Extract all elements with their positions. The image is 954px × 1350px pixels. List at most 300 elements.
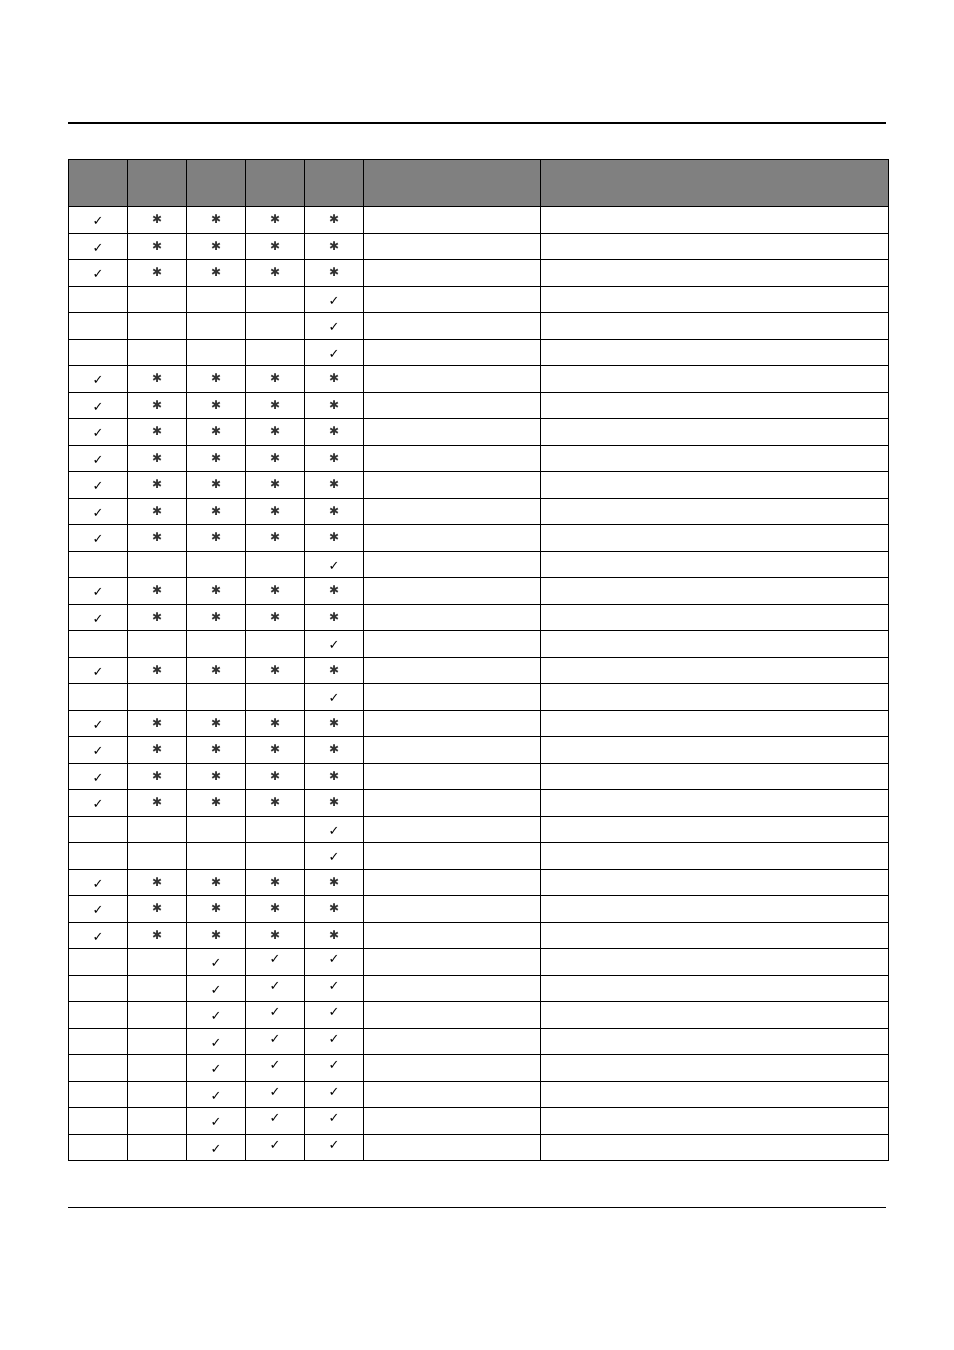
mark-cell (246, 763, 305, 790)
mark-cell (246, 949, 305, 976)
description-cell (541, 843, 889, 870)
asterisk-icon: ✱ (328, 662, 340, 677)
mark-cell (69, 657, 128, 684)
table-row (69, 551, 889, 578)
header-cell (364, 160, 541, 207)
mark-cell (246, 233, 305, 260)
mark-cell (69, 763, 128, 790)
name-cell (364, 684, 541, 711)
mark-cell (246, 525, 305, 552)
asterisk-icon: ✱ (328, 238, 340, 253)
mark-cell (305, 1002, 364, 1029)
mark-cell (69, 525, 128, 552)
mark-cell (128, 816, 187, 843)
mark-cell (187, 631, 246, 658)
asterisk-icon: ✱ (328, 874, 340, 889)
check-icon: ✓ (328, 293, 340, 309)
mark-cell (246, 366, 305, 393)
table-row (69, 472, 889, 499)
description-cell (541, 922, 889, 949)
check-icon: ✓ (269, 1058, 281, 1074)
asterisk-icon: ✱ (269, 503, 281, 518)
check-icon: ✓ (92, 479, 104, 495)
mark-cell (69, 684, 128, 711)
description-cell (541, 313, 889, 340)
mark-cell (305, 869, 364, 896)
mark-cell (246, 313, 305, 340)
check-icon: ✓ (92, 770, 104, 786)
description-cell (541, 684, 889, 711)
mark-cell (128, 445, 187, 472)
name-cell (364, 604, 541, 631)
mark-cell (69, 922, 128, 949)
mark-cell (246, 737, 305, 764)
description-cell (541, 551, 889, 578)
name-cell (364, 498, 541, 525)
asterisk-icon: ✱ (210, 874, 222, 889)
mark-cell (128, 737, 187, 764)
mark-cell (128, 949, 187, 976)
header-rule (68, 122, 886, 124)
asterisk-icon: ✱ (269, 742, 281, 757)
mark-cell (187, 737, 246, 764)
check-icon: ✓ (92, 505, 104, 521)
mark-cell (69, 233, 128, 260)
mark-cell (187, 525, 246, 552)
check-icon: ✓ (210, 1035, 222, 1051)
asterisk-icon: ✱ (328, 477, 340, 492)
mark-cell (69, 1055, 128, 1082)
asterisk-icon: ✱ (151, 450, 163, 465)
description-cell (541, 445, 889, 472)
mark-cell (128, 631, 187, 658)
mark-cell (246, 419, 305, 446)
name-cell (364, 896, 541, 923)
asterisk-icon: ✱ (210, 212, 222, 227)
mark-cell (246, 1002, 305, 1029)
description-cell (541, 631, 889, 658)
table-row (69, 869, 889, 896)
description-cell (541, 1081, 889, 1108)
table-row (69, 286, 889, 313)
table-header (69, 160, 889, 207)
check-icon: ✓ (92, 585, 104, 601)
mark-cell (128, 763, 187, 790)
check-icon: ✓ (92, 611, 104, 627)
asterisk-icon: ✱ (269, 768, 281, 783)
mark-cell (128, 551, 187, 578)
asterisk-icon: ✱ (151, 371, 163, 386)
name-cell (364, 843, 541, 870)
check-icon: ✓ (92, 717, 104, 733)
mark-cell (69, 445, 128, 472)
check-icon: ✓ (92, 214, 104, 230)
mark-cell (246, 843, 305, 870)
description-cell (541, 604, 889, 631)
mark-cell (69, 392, 128, 419)
description-cell (541, 472, 889, 499)
table-row (69, 710, 889, 737)
mark-cell (187, 207, 246, 234)
name-cell (364, 445, 541, 472)
asterisk-icon: ✱ (210, 424, 222, 439)
asterisk-icon: ✱ (151, 715, 163, 730)
mark-cell (187, 922, 246, 949)
mark-cell (128, 207, 187, 234)
name-cell (364, 1028, 541, 1055)
mark-cell (305, 1081, 364, 1108)
mark-cell (246, 1134, 305, 1161)
check-icon: ✓ (328, 1084, 340, 1100)
compatibility-table (68, 159, 889, 1161)
mark-cell (69, 551, 128, 578)
check-icon: ✓ (92, 452, 104, 468)
check-icon: ✓ (210, 982, 222, 998)
name-cell (364, 578, 541, 605)
mark-cell (69, 896, 128, 923)
mark-cell (305, 975, 364, 1002)
check-icon: ✓ (92, 744, 104, 760)
mark-cell (246, 1055, 305, 1082)
mark-cell (128, 419, 187, 446)
mark-cell (128, 525, 187, 552)
asterisk-icon: ✱ (151, 530, 163, 545)
asterisk-icon: ✱ (328, 503, 340, 518)
asterisk-icon: ✱ (269, 901, 281, 916)
asterisk-icon: ✱ (328, 265, 340, 280)
description-cell (541, 392, 889, 419)
name-cell (364, 339, 541, 366)
mark-cell (187, 1055, 246, 1082)
asterisk-icon: ✱ (151, 397, 163, 412)
mark-cell (69, 578, 128, 605)
description-cell (541, 498, 889, 525)
name-cell (364, 207, 541, 234)
mark-cell (305, 472, 364, 499)
description-cell (541, 1108, 889, 1135)
mark-cell (128, 1081, 187, 1108)
asterisk-icon: ✱ (151, 609, 163, 624)
table-body (69, 207, 889, 1161)
mark-cell (69, 472, 128, 499)
description-cell (541, 763, 889, 790)
mark-cell (305, 525, 364, 552)
mark-cell (128, 1002, 187, 1029)
mark-cell (187, 816, 246, 843)
name-cell (364, 313, 541, 340)
asterisk-icon: ✱ (328, 715, 340, 730)
name-cell (364, 1081, 541, 1108)
check-icon: ✓ (328, 558, 340, 574)
asterisk-icon: ✱ (210, 583, 222, 598)
mark-cell (187, 1134, 246, 1161)
description-cell (541, 949, 889, 976)
asterisk-icon: ✱ (151, 265, 163, 280)
mark-cell (246, 1108, 305, 1135)
mark-cell (246, 657, 305, 684)
table-row (69, 1108, 889, 1135)
header-cell (246, 160, 305, 207)
asterisk-icon: ✱ (269, 265, 281, 280)
mark-cell (187, 604, 246, 631)
mark-cell (246, 1028, 305, 1055)
description-cell (541, 737, 889, 764)
description-cell (541, 339, 889, 366)
check-icon: ✓ (269, 1031, 281, 1047)
table-row (69, 233, 889, 260)
mark-cell (187, 869, 246, 896)
mark-cell (305, 763, 364, 790)
asterisk-icon: ✱ (328, 742, 340, 757)
mark-cell (246, 498, 305, 525)
name-cell (364, 657, 541, 684)
mark-cell (246, 551, 305, 578)
check-icon: ✓ (328, 823, 340, 839)
check-icon: ✓ (210, 1088, 222, 1104)
check-icon: ✓ (328, 952, 340, 968)
mark-cell (305, 604, 364, 631)
check-icon: ✓ (92, 903, 104, 919)
mark-cell (187, 445, 246, 472)
description-cell (541, 1028, 889, 1055)
name-cell (364, 869, 541, 896)
check-icon: ✓ (92, 929, 104, 945)
asterisk-icon: ✱ (210, 397, 222, 412)
description-cell (541, 790, 889, 817)
mark-cell (128, 843, 187, 870)
mark-cell (128, 339, 187, 366)
mark-cell (305, 578, 364, 605)
check-icon: ✓ (328, 638, 340, 654)
asterisk-icon: ✱ (328, 609, 340, 624)
asterisk-icon: ✱ (151, 662, 163, 677)
mark-cell (69, 869, 128, 896)
check-icon: ✓ (92, 876, 104, 892)
description-cell (541, 1055, 889, 1082)
mark-cell (187, 657, 246, 684)
table-row (69, 763, 889, 790)
mark-cell (305, 922, 364, 949)
check-icon: ✓ (92, 797, 104, 813)
name-cell (364, 1055, 541, 1082)
mark-cell (128, 869, 187, 896)
mark-cell (305, 1028, 364, 1055)
check-icon: ✓ (328, 1005, 340, 1021)
header-cell (541, 160, 889, 207)
table-row (69, 366, 889, 393)
table-row (69, 1081, 889, 1108)
asterisk-icon: ✱ (328, 583, 340, 598)
asterisk-icon: ✱ (151, 212, 163, 227)
mark-cell (187, 339, 246, 366)
table-row (69, 816, 889, 843)
name-cell (364, 922, 541, 949)
mark-cell (128, 1055, 187, 1082)
mark-cell (187, 710, 246, 737)
name-cell (364, 631, 541, 658)
name-cell (364, 233, 541, 260)
header-cell (305, 160, 364, 207)
check-icon: ✓ (328, 1031, 340, 1047)
mark-cell (187, 260, 246, 287)
mark-cell (187, 392, 246, 419)
name-cell (364, 1134, 541, 1161)
asterisk-icon: ✱ (269, 583, 281, 598)
mark-cell (69, 366, 128, 393)
asterisk-icon: ✱ (269, 874, 281, 889)
description-cell (541, 207, 889, 234)
mark-cell (187, 843, 246, 870)
mark-cell (187, 578, 246, 605)
description-cell (541, 260, 889, 287)
name-cell (364, 975, 541, 1002)
asterisk-icon: ✱ (328, 212, 340, 227)
mark-cell (128, 313, 187, 340)
table-row (69, 843, 889, 870)
mark-cell (69, 631, 128, 658)
asterisk-icon: ✱ (269, 238, 281, 253)
mark-cell (246, 392, 305, 419)
mark-cell (69, 1028, 128, 1055)
mark-cell (128, 975, 187, 1002)
mark-cell (305, 260, 364, 287)
name-cell (364, 472, 541, 499)
mark-cell (69, 498, 128, 525)
mark-cell (69, 790, 128, 817)
mark-cell (128, 684, 187, 711)
mark-cell (128, 498, 187, 525)
asterisk-icon: ✱ (151, 238, 163, 253)
mark-cell (128, 286, 187, 313)
description-cell (541, 975, 889, 1002)
mark-cell (187, 551, 246, 578)
check-icon: ✓ (210, 1009, 222, 1025)
mark-cell (246, 578, 305, 605)
description-cell (541, 233, 889, 260)
mark-cell (69, 260, 128, 287)
description-cell (541, 419, 889, 446)
name-cell (364, 949, 541, 976)
mark-cell (187, 896, 246, 923)
mark-cell (187, 763, 246, 790)
mark-cell (246, 975, 305, 1002)
mark-cell (305, 1134, 364, 1161)
check-icon: ✓ (328, 850, 340, 866)
mark-cell (246, 445, 305, 472)
description-cell (541, 525, 889, 552)
check-icon: ✓ (92, 664, 104, 680)
mark-cell (187, 1081, 246, 1108)
check-icon: ✓ (328, 1058, 340, 1074)
mark-cell (187, 366, 246, 393)
mark-cell (305, 710, 364, 737)
description-cell (541, 657, 889, 684)
table-row (69, 922, 889, 949)
table-row (69, 604, 889, 631)
mark-cell (246, 684, 305, 711)
asterisk-icon: ✱ (210, 768, 222, 783)
asterisk-icon: ✱ (151, 742, 163, 757)
asterisk-icon: ✱ (269, 477, 281, 492)
name-cell (364, 763, 541, 790)
mark-cell (305, 445, 364, 472)
name-cell (364, 737, 541, 764)
asterisk-icon: ✱ (328, 424, 340, 439)
description-cell (541, 578, 889, 605)
table-row (69, 525, 889, 552)
name-cell (364, 260, 541, 287)
mark-cell (187, 949, 246, 976)
table-row (69, 949, 889, 976)
mark-cell (305, 816, 364, 843)
mark-cell (187, 313, 246, 340)
table-row (69, 392, 889, 419)
mark-cell (69, 1108, 128, 1135)
mark-cell (305, 551, 364, 578)
asterisk-icon: ✱ (210, 927, 222, 942)
asterisk-icon: ✱ (269, 795, 281, 810)
mark-cell (187, 684, 246, 711)
mark-cell (305, 949, 364, 976)
table-row (69, 737, 889, 764)
mark-cell (246, 816, 305, 843)
mark-cell (305, 737, 364, 764)
mark-cell (69, 816, 128, 843)
table-row (69, 896, 889, 923)
description-cell (541, 286, 889, 313)
asterisk-icon: ✱ (269, 212, 281, 227)
mark-cell (128, 1028, 187, 1055)
asterisk-icon: ✱ (328, 927, 340, 942)
check-icon: ✓ (269, 1084, 281, 1100)
asterisk-icon: ✱ (269, 530, 281, 545)
check-icon: ✓ (92, 240, 104, 256)
mark-cell (69, 313, 128, 340)
mark-cell (69, 1081, 128, 1108)
asterisk-icon: ✱ (210, 503, 222, 518)
mark-cell (128, 233, 187, 260)
mark-cell (305, 286, 364, 313)
mark-cell (305, 207, 364, 234)
table-row (69, 975, 889, 1002)
check-icon: ✓ (328, 320, 340, 336)
table-row (69, 260, 889, 287)
mark-cell (305, 790, 364, 817)
description-cell (541, 1002, 889, 1029)
mark-cell (69, 286, 128, 313)
table-row (69, 631, 889, 658)
asterisk-icon: ✱ (151, 583, 163, 598)
mark-cell (187, 233, 246, 260)
mark-cell (305, 392, 364, 419)
mark-cell (187, 472, 246, 499)
asterisk-icon: ✱ (151, 927, 163, 942)
check-icon: ✓ (328, 691, 340, 707)
mark-cell (69, 975, 128, 1002)
mark-cell (69, 207, 128, 234)
table-row (69, 657, 889, 684)
header-cell (69, 160, 128, 207)
asterisk-icon: ✱ (210, 901, 222, 916)
mark-cell (69, 604, 128, 631)
mark-cell (69, 419, 128, 446)
table-row (69, 790, 889, 817)
name-cell (364, 525, 541, 552)
mark-cell (246, 260, 305, 287)
mark-cell (305, 366, 364, 393)
mark-cell (69, 339, 128, 366)
check-icon: ✓ (92, 532, 104, 548)
